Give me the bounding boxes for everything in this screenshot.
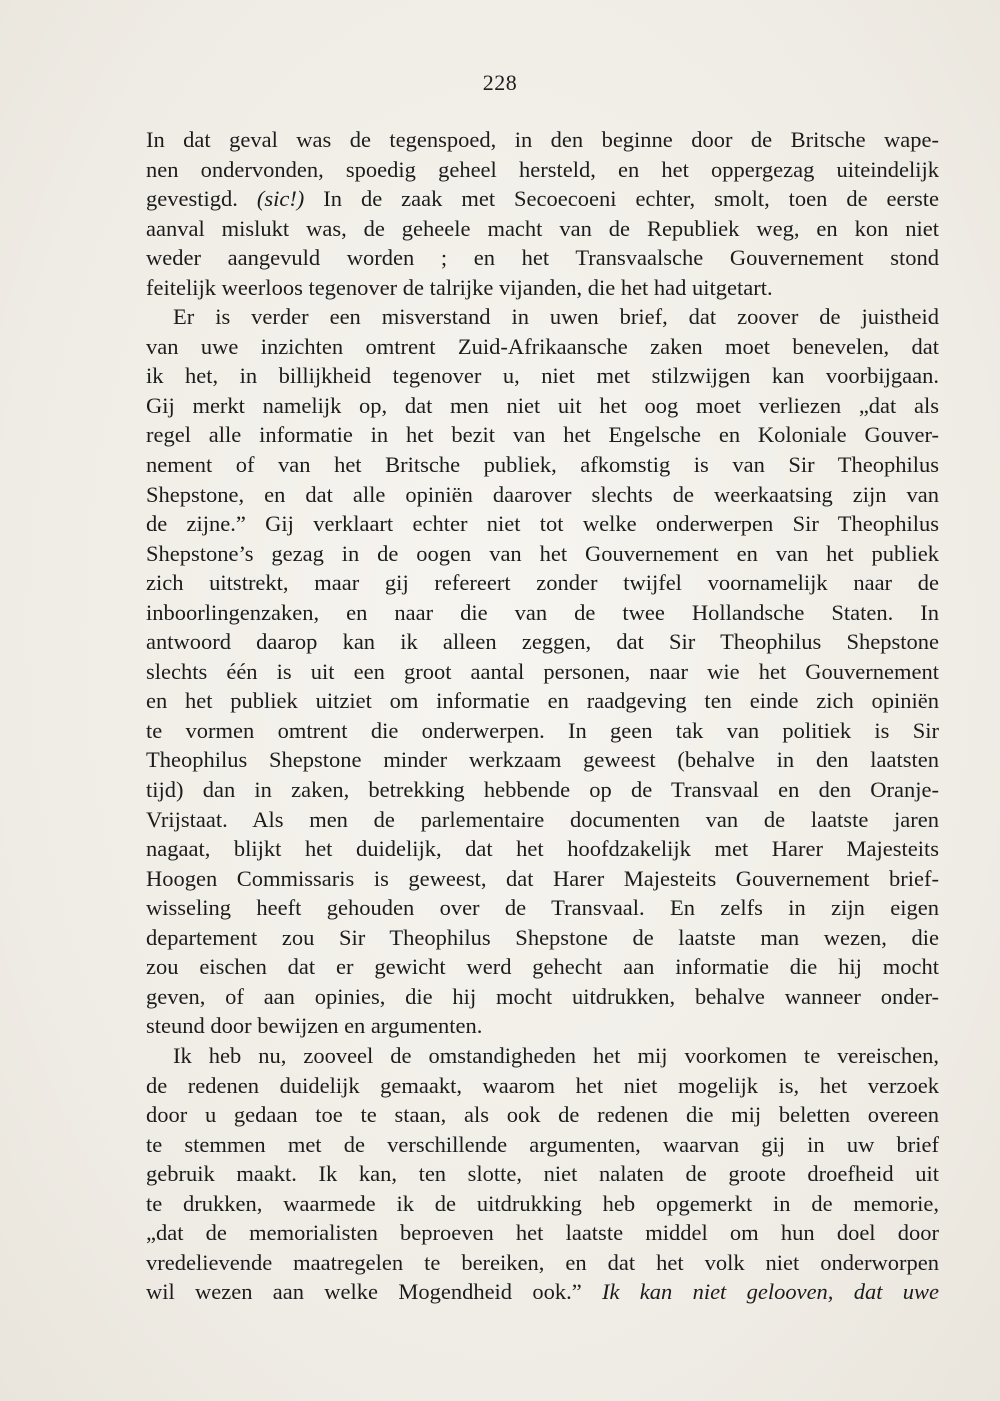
text-line: tijd) dan in zaken, betrekking hebbende op de Transvaal en den Oranje- [146,777,939,803]
text-line: ik het, in billijkheid tegenover u, niet met stilzwijgen kan voorbijgaan. [146,363,939,389]
text-line: feitelijk weerloos tegenover de talrijke vijanden, die het had uitgetart. [146,274,773,300]
text-line: vredelievende maatregelen te bereiken, en dat het volk niet onderworpen [146,1249,939,1275]
text-line: slechts één is uit een groot aantal personen, naar wie het Gouvernement [146,658,939,684]
text-line: gebruik maakt. Ik kan, ten slotte, niet nalaten de groote droefheid uit [146,1161,939,1187]
text-line: zich uitstrekt, maar gij refereert zonder twijfel voornamelijk naar de [146,570,939,596]
text-line: door u gedaan toe te staan, als ook de redenen die mij beletten overeen [146,1102,939,1128]
text-line: te stemmen met de verschillende argumenten, waarvan gij in uw brief [146,1131,939,1157]
text-line: Hoogen Commissaris is geweest, dat Harer Majesteits Gouvernement brief- [146,865,939,891]
text-line: Vrijstaat. Als men de parlementaire documenten van de laatste jaren [146,806,939,832]
text-line: de redenen duidelijk gemaakt, waarom het niet mogelijk is, het verzoek [146,1072,939,1098]
text-segment: gevestigd. [146,186,238,212]
text-segment: In de zaak met Secoecoeni echter, smolt, toen de eerste [323,186,939,212]
text-line: departement zou Sir Theophilus Shepstone de laatste man wezen, die [146,924,939,950]
text-line: steund door bewijzen en argumenten. [146,1013,483,1039]
text-line: inboorlingenzaken, en naar die van de twee Hollandsche Staten. In [146,599,939,625]
text-line: van uwe inzichten omtrent Zuid-Afrikaansche zaken moet benevelen, dat [146,333,939,359]
text-line: wisseling heeft gehouden over de Transvaal. En zelfs in zijn eigen [146,895,939,921]
text-line: Shepstone’s gezag in de oogen van het Gouvernement en van het publiek [146,540,939,566]
text-line: „dat de memorialisten beproeven het laatste middel om hun doel door [146,1220,939,1246]
italic-text-segment: Ik kan niet gelooven, dat uwe [602,1279,939,1305]
text-line: In dat geval was de tegenspoed, in den beginne door de Britsche wape- [146,127,939,152]
text-line: nagaat, blijkt het duidelijk, dat het hoofdzakelijk met Harer Majesteits [146,836,939,862]
sic-annotation: (sic!) [256,186,305,212]
text-line: en het publiek uitziet om informatie en raadgeving ten einde zich opiniën [146,688,939,714]
text-line: Theophilus Shepstone minder werkzaam geweest (behalve in den laatsten [146,747,939,773]
text-line: Shepstone, en dat alle opiniën daarover slechts de weerkaatsing zijn van [146,481,939,507]
text-line: Gij merkt namelijk op, dat men niet uit het oog moet verliezen „dat als [146,392,939,418]
text-line: te vormen omtrent die onderwerpen. In geen tak van politiek is Sir [146,717,939,743]
page-number: 228 [482,70,518,95]
text-line [146,184,939,214]
text-line: nement of van het Britsche publiek, afkomstig is van Sir Theophilus [146,452,939,478]
text-line: nen ondervonden, spoedig geheel hersteld, en het oppergezag uiteindelijk [146,156,939,182]
text-line: aanval mislukt was, de geheele macht van de Republiek weg, en kon niet [146,215,939,241]
text-line: Ik heb nu, zooveel de omstandigheden het mij voorkomen te vereischen, [173,1042,939,1068]
text-line: geven, of aan opinies, die hij mocht uitdrukken, behalve wanneer onder- [146,983,939,1009]
text-line [146,1277,939,1307]
text-line: weder aangevuld worden ; en het Transvaalsche Gouvernement stond [146,245,939,271]
text-line: de zijne.” Gij verklaart echter niet tot welke onderwerpen Sir Theophilus [146,511,939,537]
text-line: Er is verder een misverstand in uwen brief, dat zoover de juistheid [173,304,939,330]
text-line: zou eischen dat er gewicht werd gehecht aan informatie die hij mocht [146,954,939,980]
body-text [146,125,939,1307]
text-line: te drukken, waarmede ik de uitdrukking heb opgemerkt in de memorie, [146,1190,939,1216]
text-line: regel alle informatie in het bezit van het Engelsche en Koloniale Gouver- [146,422,939,448]
text-line: antwoord daarop kan ik alleen zeggen, dat Sir Theophilus Shepstone [146,629,939,655]
text-segment: wil wezen aan welke Mogendheid ook.” [146,1279,582,1305]
